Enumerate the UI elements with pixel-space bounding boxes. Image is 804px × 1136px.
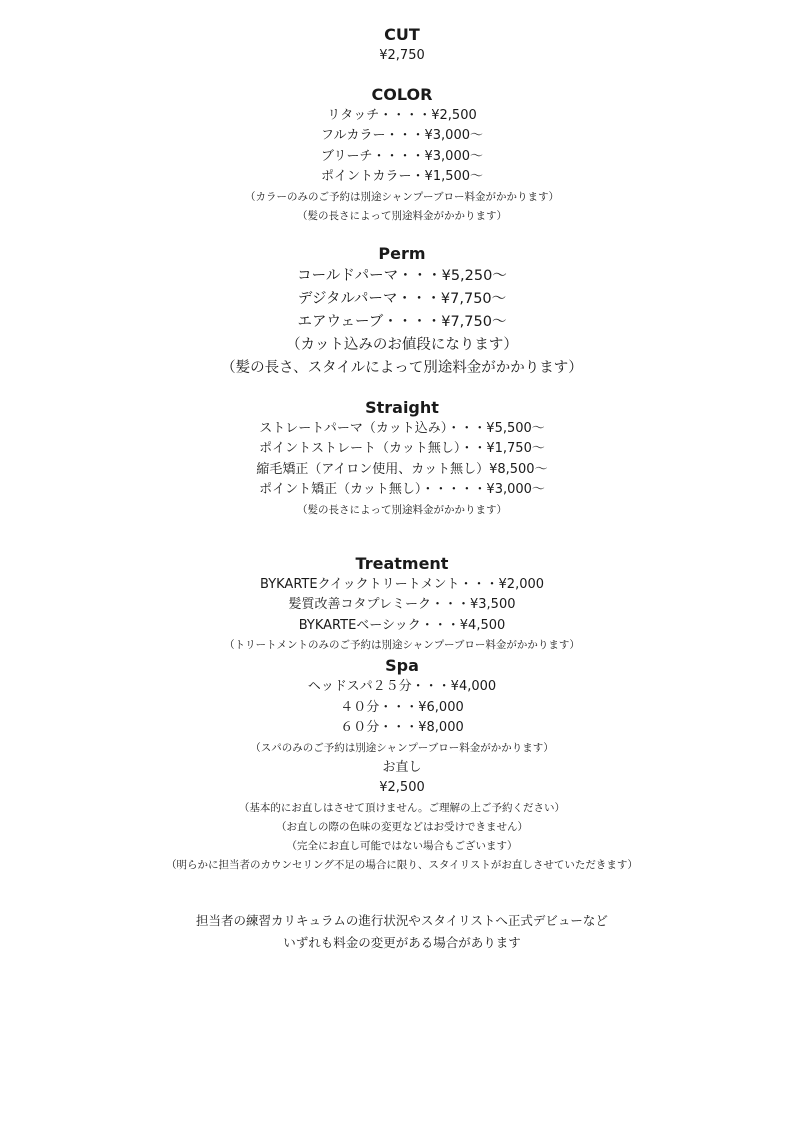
price-item: ポイント矯正（カット無し）・・・・・¥3,000〜	[259, 482, 545, 497]
price-item: ６０分・・・¥8,000	[340, 720, 464, 735]
price-item: リタッチ・・・・¥2,500	[327, 107, 477, 123]
redo-note: （お直しの際の色味の変更などはお受けできません）	[276, 820, 528, 833]
cut-price: ¥2,750	[379, 48, 425, 63]
price-item: デジタルパーマ・・・¥7,750〜	[297, 290, 507, 307]
price-note: （髪の長さによって別途料金がかかります）	[297, 503, 507, 516]
section-title-cut: CUT	[384, 25, 420, 44]
price-note: （スパのみのご予約は別途シャンプーブロー料金がかかります）	[250, 741, 554, 754]
section-title-treatment: Treatment	[355, 553, 449, 573]
price-item: コールドパーマ・・・¥5,250〜	[297, 267, 507, 284]
price-item: ４０分・・・¥6,000	[340, 699, 464, 715]
price-item: ブリーチ・・・・¥3,000〜	[321, 148, 483, 164]
section-title-perm: Perm	[378, 243, 426, 263]
price-note: （髪の長さによって別途料金がかかります）	[297, 209, 507, 222]
price-note: （カラーのみのご予約は別途シャンプーブロー料金がかかります）	[245, 190, 559, 203]
price-item: ポイントカラー・¥1,500〜	[320, 169, 484, 184]
price-item: 縮毛矯正（アイロン使用、カット無し）¥8,500〜	[256, 461, 548, 477]
redo-note: （明らかに担当者のカウンセリング不足の場合に限り、スタイリストがお直しさせていただきます）	[166, 858, 638, 871]
footer-notice	[0, 910, 804, 954]
redo-note: （基本的にお直しはさせて頂けません。ご理解の上ご予約ください）	[238, 801, 566, 814]
section-title-color: COLOR	[371, 84, 433, 104]
price-note: （カット込みのお値段になります）	[286, 336, 518, 353]
price-item: エアウェーブ・・・・¥7,750〜	[297, 313, 507, 330]
section-cut	[0, 24, 804, 67]
section-title-spa: Spa	[385, 656, 419, 675]
price-item: ヘッドスパ２５分・・・¥4,000	[307, 679, 497, 694]
price-item: ポイントストレート（カット無し）・・¥1,750〜	[259, 441, 545, 456]
price-item: 髪質改善コタプレミーク・・・¥3,500	[288, 597, 516, 612]
price-item: フルカラー・・・¥3,000〜	[321, 128, 483, 143]
price-item: BYKARTEクイックトリートメント・・・¥2,000	[259, 576, 545, 592]
redo-note: （完全にお直し可能ではない場合もございます）	[286, 839, 518, 852]
price-item: ストレートパーマ（カット込み）・・・¥5,500〜	[259, 420, 545, 436]
redo-price: ¥2,500	[379, 780, 425, 795]
section-spa	[0, 655, 804, 758]
price-note: （髪の長さ、スタイルによって別途料金がかかります）	[221, 359, 583, 376]
section-perm	[0, 243, 804, 380]
section-title-straight: Straight	[365, 397, 439, 417]
section-treatment	[0, 553, 804, 656]
footer-line: 担当者の練習カリキュラムの進行状況やスタイリストへ正式デビューなど	[196, 912, 608, 928]
price-note: （トリートメントのみのご予約は別途シャンプーブロー料金がかかります）	[224, 639, 580, 651]
footer-line: いずれも料金の変更がある場合があります	[283, 934, 521, 950]
section-color	[0, 84, 804, 226]
section-redo	[0, 758, 804, 874]
section-straight	[0, 397, 804, 520]
price-item: BYKARTEベーシック・・・¥4,500	[298, 617, 506, 633]
section-title-redo: お直し	[382, 759, 422, 775]
